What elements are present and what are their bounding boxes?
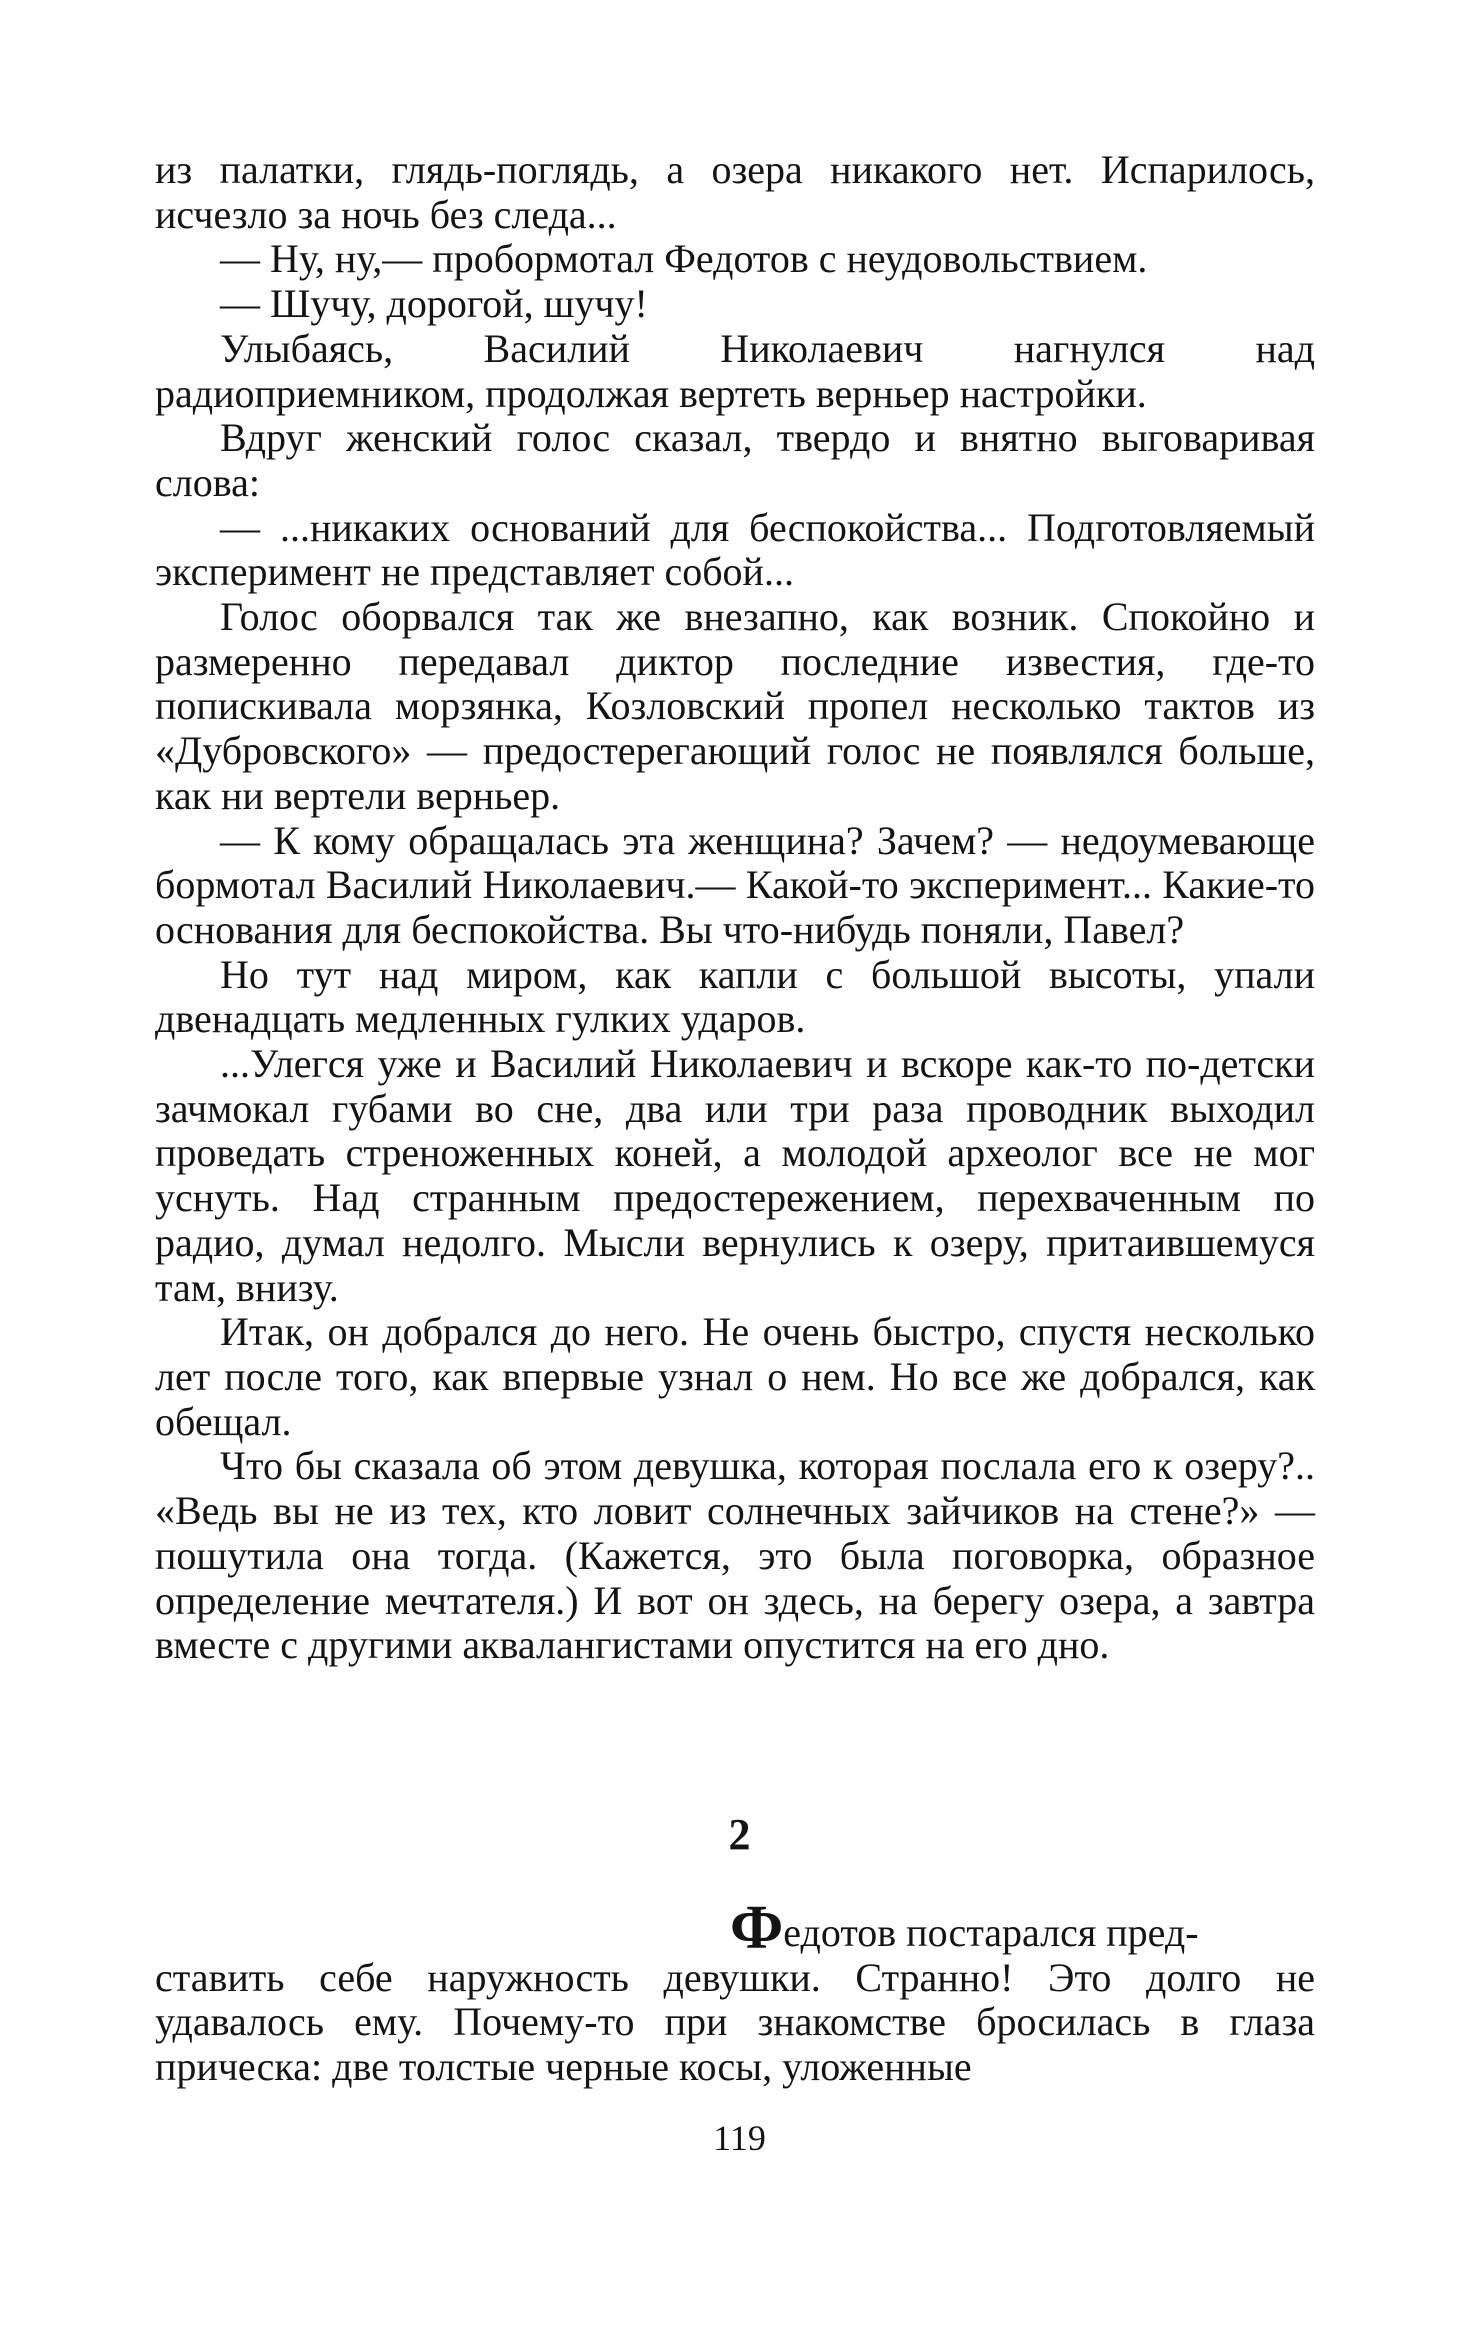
chapter-opening-paragraph xyxy=(155,1894,1315,2090)
paragraph: — К кому обращалась эта женщина? Зачем? — недоумевающе бормотал Василий Николаевич.— Какой-то эксперимент... Какие-то основания для беспокойства. Вы что-нибудь поняли, Павел? xyxy=(155,817,1315,952)
paragraph: из палатки, глядь-поглядь, а озера никакого нет. Испарилось, исчезло за ночь без следа... xyxy=(155,147,1315,237)
chapter-text-continuation: ставить себе наружность девушки. Странно! Это долго не удавалось ему. Почему-то при знакомстве бросилась в глаза прическа: две толстые черные косы, уложенные xyxy=(155,1954,1315,2090)
paragraph: Вдруг женский голос сказал, твердо и внятно выговаривая слова: xyxy=(155,415,1315,505)
paragraph: — Ну, ну,— пробормотал Федотов с неудовольствием. xyxy=(220,236,1148,282)
paragraph: — Шучу, дорогой, шучу! xyxy=(220,281,648,327)
first-line-text: едотов постарался пред- xyxy=(783,1910,1199,1955)
paragraph: Голос оборвался так же внезапно, как возник. Спокойно и размеренно передавал диктор последние известия, где-то попискивала морзянка, Козловский пропел несколько тактов из «Дубровского» — предостерегающий голос не появлялся больше, как ни вертели верньер. xyxy=(155,594,1315,818)
paragraph: Улыбаясь, Василий Николаевич нагнулся над радиоприемником, продолжая вертеть верньер настройки. xyxy=(155,325,1315,416)
paragraph: Итак, он добрался до него. Не очень быстро, спустя несколько лет после того, как впервые узнал о нем. Но все же добрался, как обещал. xyxy=(155,1309,1315,1444)
drop-cap: Ф xyxy=(730,1894,784,1962)
page-number: 119 xyxy=(713,2118,766,2158)
paragraph: Но тут над миром, как капли с большой высоты, упали двенадцать медленных гулких ударов. xyxy=(155,951,1315,1042)
paragraph: ...Улегся уже и Василий Николаевич и вскоре как-то по-детски зачмокал губами во сне, два или три раза проводник выходил проведать стреноженных коней, а молодой археолог все не мог уснуть. Над странным предостережением, перехваченным по радио, думал недолго. Мысли вернулись к озеру, притаившемуся там, внизу. xyxy=(155,1041,1315,1310)
chapter-first-line xyxy=(155,1894,1315,1962)
paragraph: Что бы сказала об этом девушка, которая послала его к озеру?.. «Ведь вы не из тех, кто ловит солнечных зайчиков на стене?» — пошутила она тогда. (Кажется, это была поговорка, образное определение мечтателя.) И вот он здесь, на берегу озера, а завтра вместе с другими аквалангистами опустится на его дно. xyxy=(155,1443,1315,1668)
paragraph: — ...никаких оснований для беспокойства... Подготовляемый эксперимент не представляет собой... xyxy=(155,504,1315,595)
body-text xyxy=(155,148,1315,1668)
chapter-number: 2 xyxy=(728,1810,751,1859)
